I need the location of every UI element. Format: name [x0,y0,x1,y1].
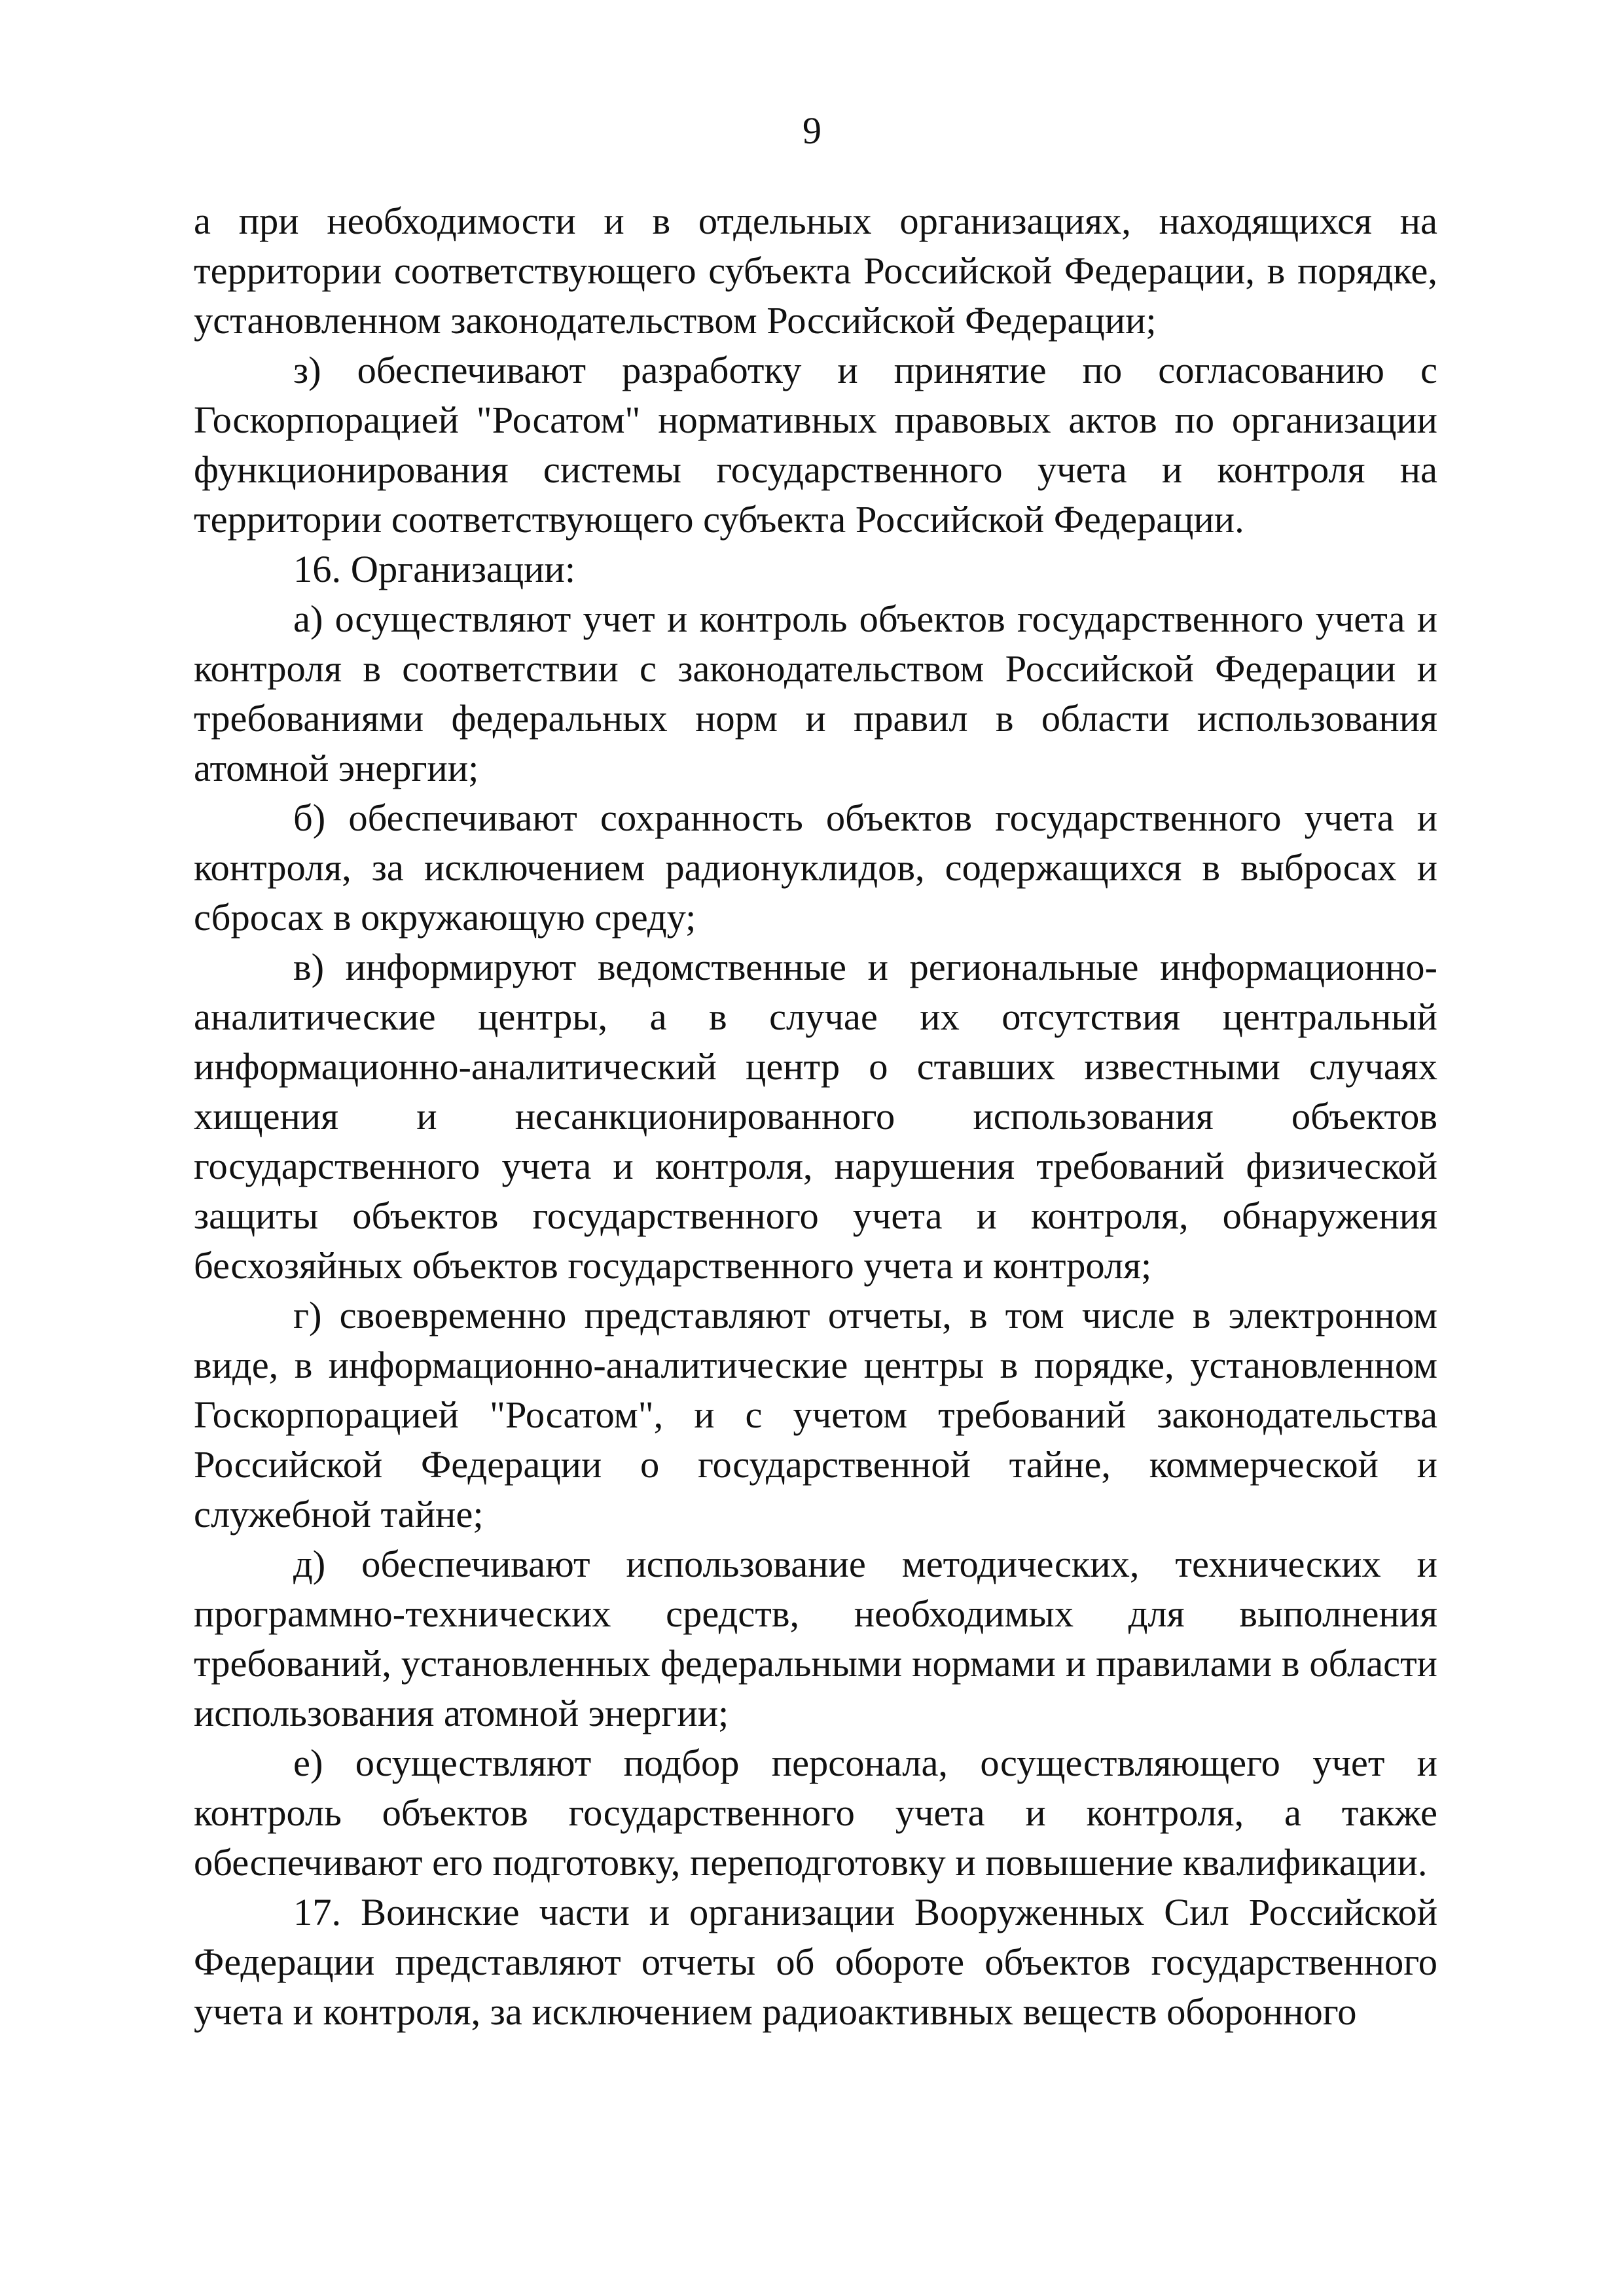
paragraph-item-e: е) осуществляют подбор персонала, осуществляющего учет и контроль объектов государственного учета и контроля, а также обеспечивают его подготовку, переподготовку и повышение квалификации. [194,1742,1437,1884]
page-number: 9 [803,109,821,152]
document-body [194,196,1437,2037]
paragraph-item-v: в) информируют ведомственные и региональные информационно-аналитические центры, а в случае их отсутствия центральный информационно-аналитический центр о ставших известными случаях хищения и несанкционированного использования объектов государственного учета и контроля, нарушения требований физической защиты объектов государственного учета и контроля, обнаружения бесхозяйных объектов государственного учета и контроля; [194,946,1437,1287]
paragraph-item-b: б) обеспечивают сохранность объектов государственного учета и контроля, за исключением радионуклидов, содержащихся в выбросах и сбросах в окружающую среду; [194,797,1437,939]
paragraph-section-17: 17. Воинские части и организации Вооруженных Сил Российской Федерации представляют отчеты об обороте объектов государственного учета и контроля, за исключением радиоактивных веществ оборонного [194,1891,1437,2033]
paragraph-item-a: а) осуществляют учет и контроль объектов государственного учета и контроля в соответствии с законодательством Российской Федерации и требованиями федеральных норм и правил в области использования атомной энергии; [194,598,1437,789]
paragraph-item-d: д) обеспечивают использование методических, технических и программно-технических средств, необходимых для выполнения требований, установленных федеральными нормами и правилами в области использования атомной энергии; [194,1543,1437,1734]
paragraph-continuation: а при необходимости и в отдельных организациях, находящихся на территории соответствующего субъекта Российской Федерации, в порядке, установленном законодательством Российской Федерации; [194,200,1437,342]
section-heading-16: 16. Организации: [293,548,576,590]
paragraph-item-z: з) обеспечивают разработку и принятие по согласованию с Госкорпорацией "Росатом" нормативных правовых актов по организации функционирования системы государственного учета и контроля на территории соответствующего субъекта Российской Федерации. [194,349,1437,541]
paragraph-item-g: г) своевременно представляют отчеты, в том числе в электронном виде, в информационно-аналитические центры в порядке, установленном Госкорпорацией "Росатом", и с учетом требований законодательства Российской Федерации о государственной тайне, коммерческой и служебной тайне; [194,1294,1437,1535]
